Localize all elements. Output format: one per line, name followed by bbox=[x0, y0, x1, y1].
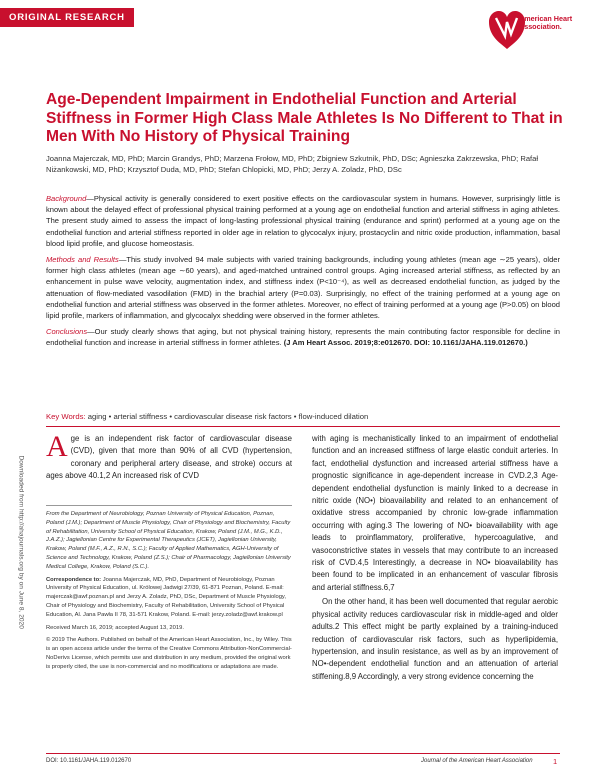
body-paragraph-1: with aging is mechanistically linked to an impairment of endothelial function and an increased stiffness of large elastic conduit arteries. In fact, endothelial dysfunction and increased arterial stiffness have a prognostic significance in age-dependent increase in CVD.2,3 Age-dependent endothelial dysfunction is mainly linked to a decrease in nitric oxide (NO•) bioavailability and related to an enhancement of oxidative stress accompanied by chronic low-grade inflammation occurring with aging.3 The lowering of NO• bioavailability with age leads to proinflammatory, proliferative, hypercoagulative, and vasoconstrictive states in vessels that may contribute to an increased risk of CVD.4,5 Interestingly, a decrease in NO• bioavailability has been found to be implicated in an enhancement of vascular fibrosis and arterial stiffness.6,7 bbox=[312, 434, 558, 592]
abstract bbox=[46, 193, 560, 354]
body-left-column bbox=[46, 430, 292, 483]
section-banner: ORIGINAL RESEARCH bbox=[0, 8, 134, 27]
correspondence: Correspondence to: Joanna Majerczak, MD, PhD, Department of Neurobiology, Poznan University of Physical Education, ul. Królowej Jadwigi 27/39, 61-871 Poznan, Poland. E-mail: majerczak@awf.poznan.pl and Jerzy A. Zoladz, PhD, DSc, Department of Muscle Physiology, Chair of Physiology and Biochemistry, Faculty of Rehabilitation, University School of Physical Education, Al. Jana Pawła II 78, 31-571 Krakow, Poland. E-mail: jerzy.zoladz@awf.krakow.pl bbox=[46, 576, 287, 618]
footer-divider bbox=[46, 753, 560, 754]
received-dates: Received March 16, 2019; accepted August 13, 2019. bbox=[46, 624, 184, 631]
correspondence-label: Correspondence to: bbox=[46, 576, 102, 583]
keywords-divider bbox=[46, 426, 560, 427]
keywords-list: aging • arterial stiffness • cardiovascular disease risk factors • flow-induced dilation bbox=[87, 412, 369, 421]
download-note: Downloaded from http://ahajournals.org by on June 8, 2020 bbox=[17, 455, 25, 629]
body-paragraph-2: On the other hand, it has been well documented that regular aerobic physical activity reduces cardiovascular risk in middle-aged and older adults.2 This effect might be partly explained by a training-induced reduction of cardiovascular risk factors, such as hyperlipidemia, hypertension, and insulin resistance, as well as by an improvement of NO•-dependent endothelial function and an attenuation of arterial stiffening.8,9 Accordingly, a very strong evidence concerning the bbox=[312, 597, 558, 681]
footer-doi: DOI: 10.1161/JAHA.119.012670 bbox=[46, 758, 132, 764]
affiliation-text: From the Department of Neurobiology, Poznan University of Physical Education, Poznan, Poland (J.M.); Department of Muscle Physiology, Chair of Physiology and Biochemistry, Faculty of Rehabilitation, University School of Physical Education, Krakow, Poland (J.M., M.G., K.D., J.A.Z.); Jagiellonian Centre for Experimental Therapeutics (JCET), Jagiellonian University, Krakow, Poland (M.F., A.Z., R.N., S.C.); Faculty of Applied Mathematics, AGH-University of Science and Technology, Krakow, Poland (Z.S.); Chair of Pharmacology, Jagiellonian University Medical College, Krakow, Poland (S.C.). bbox=[46, 511, 291, 570]
download-sidebar bbox=[6, 455, 36, 690]
footer-journal: Journal of the American Heart Association bbox=[421, 758, 533, 764]
background-label: Background bbox=[46, 194, 87, 203]
abstract-methods: Methods and Results—This study involved 94 male subjects with varied training backgrounds, including young athletes (mean age ∼25 years), older former high class athletes (mean age ∼60 years), and aged-matched untrained control groups. Aging increased arterial stiffness, as reflected by an enhancement in pulse wave velocity, augmentation index, and stiffness index (P<10⁻⁴), as well as decreased endothelial function, as judged by the attenuation of flow-mediated vasodilation (FMD) in the brachial artery (P=0.03). Surprisingly, no effect of the training performed at a young age on endothelial function and arterial stiffness was observed in the former athletes. Moreover, no effect of training performed at a young age (P>0.05) on blood lipid profile, markers of inflammation, and glycocalyx shedding were observed in the former athletes. bbox=[46, 255, 560, 321]
keywords bbox=[46, 412, 560, 421]
abstract-background: Background—Physical activity is generally considered to exert positive effects on the cardiovascular system in humans. However, surprisingly little is known about the delayed effect of professional physical training performed at a young age on endothelial function and arterial stiffness in aging athletes. The present study aimed to assess the impact of long-lasting professional physical training (endurance and sprint) performed at a young age on the endothelial function and arterial stiffness reported in older age in relation to glycocalyx injury, prostacyclin and nitric oxide production, inflammation, basal blood lipid profile, and glucose homeostasis. bbox=[46, 194, 560, 248]
conclusions-label: Conclusions bbox=[46, 327, 88, 337]
citation: (J Am Heart Assoc. 2019;8:e012670. DOI: 10.1161/JAHA.119.012670.) bbox=[283, 338, 528, 348]
methods-label: Methods and Results bbox=[46, 255, 119, 265]
intro-paragraph: ge is an independent risk factor of cardiovascular disease (CVD), given that more than 90% of all CVD (hypertension, coronary and peripheral artery disease, and stroke) occurs at ages above 40.1,2 An increased risk of CVD bbox=[46, 434, 292, 481]
body-right-column bbox=[312, 433, 558, 683]
aha-logo-text: American Heart Association. bbox=[519, 14, 573, 31]
page-number: 1 bbox=[553, 757, 558, 766]
article-title: Age-Dependent Impairment in Endothelial Function and Arterial Stiffness in Former High Class Male Athletes Is No Different to That in Men With No History of Physical Training bbox=[46, 91, 563, 145]
license-text: © 2019 The Authors. Published on behalf of the American Heart Association, Inc., by Wiley. This is an open access article under the terms of the Creative Commons Attribution-NonCommercial-NoDerivs License, which permits use and distribution in any medium, provided the original work is properly cited, the use is non-commercial and no modifications or adaptations are made. bbox=[46, 637, 292, 670]
author-list: Joanna Majerczak, MD, PhD; Marcin Grandys, PhD; Marzena Frołow, MD, PhD; Zbigniew Szkutnik, PhD, DSc; Agnieszka Zakrzewska, PhD; Rafał Niżankowski, MD, PhD; Krzysztof Duda, MD, PhD; Stefan Chlopicki, MD, PhD; Jerzy A. Zoladz, PhD, DSc bbox=[46, 154, 539, 174]
abstract-conclusions: Conclusions—Our study clearly shows that aging, but not physical training history, represents the main contributing factor responsible for decline in endothelial function and increase in arterial stiffness in former athletes. (J Am Heart Assoc. 2019;8:e012670. DOI: 10.1161/JAHA.119.012670.) bbox=[46, 327, 560, 348]
keywords-label: Key Words: bbox=[46, 412, 86, 421]
affiliations-box bbox=[46, 505, 292, 676]
drop-cap: A bbox=[46, 430, 68, 463]
